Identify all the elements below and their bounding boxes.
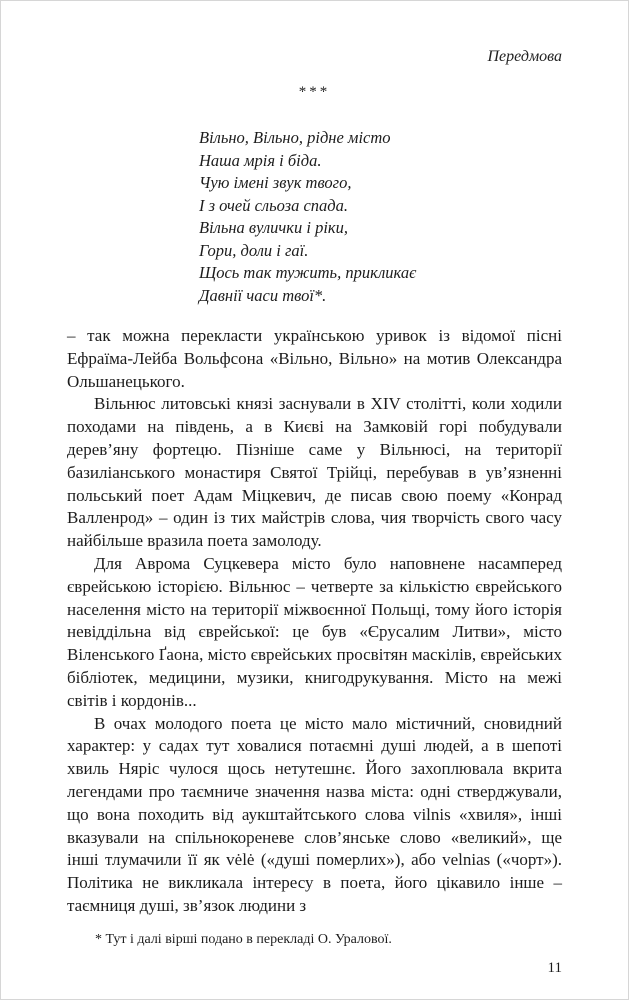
paragraph: В очах молодого поета це місто мало містичний, сновидний характер: у садах тут ховалися потаємні душі людей, а в шепоті хвиль Няріс чулося щось нетутешнє. Його захоплювала вкрита легендами про таємниче значення назва міста: одні стверджували, що вона походить від аукштайтського слова vilnis «хвиля», інші вказували на спільнокореневе слов’янське слово «великий», ще інші тлумачили її як vėlė («душі померлих»), або velnias («чорт»). Політика не викликала інтересу в поета, його цікавило інше – таємниця душі, зв’язок людини з xyxy=(67,713,562,915)
poem-line: Вільно, Вільно, рідне місто xyxy=(199,128,391,147)
paragraph: – так можна перекласти українською уривок із відомої пісні Ефраїма-Лейба Вольфсона «Вільно, Вільно» на мотив Олександра Ольшанецького. xyxy=(67,326,562,391)
body-text xyxy=(67,325,562,918)
poem-line: Наша мрія і біда. xyxy=(199,150,322,170)
paragraph: Для Аврома Суцкевера місто було наповнене насамперед єврейською історією. Вільнюс – четверте за кількістю єврейського населення місто на території міжвоєнної Польщі, тому його історія невіддільна від єврейської: це був «Єрусалим Литви», місто Віленського Ґаона, місто єврейських просвітян маскілів, єврейських бібліотек, медицини, музики, книгодрукування. Місто на межі світів і кордонів... xyxy=(67,553,562,710)
footnote: * Тут і далі вірші подано в перекладі О. Уралової. xyxy=(95,932,392,947)
poem-line: Щось так тужить, прикликає xyxy=(199,263,417,282)
poem-line: Давнії часи твої*. xyxy=(199,285,327,305)
running-header: Передмова xyxy=(487,48,562,65)
poem-line: Чую імені звук твого, xyxy=(199,173,352,192)
poem-line: Вільна вулички і ріки, xyxy=(199,218,349,237)
poem-block xyxy=(199,127,562,307)
poem-line: Гори, доли і гаї. xyxy=(199,240,309,260)
poem-line: І з очей сльоза спада. xyxy=(199,195,348,215)
paragraph: Вільнюс литовські князі заснували в XIV столітті, коли ходили походами на південь, а в Києві на Замковій горі побудували дерев’яну фортецю. Пізніше саме у Вільнюсі, на території базиліанського монастиря Святої Трійці, перебував в ув’язненні польський поет Адам Міцкевич, де писав свою поему «Конрад Валленрод» – один із тих майстрів слова, чия творчість свого часу найбільше вразила поета замолоду. xyxy=(67,394,562,551)
page-number: 11 xyxy=(547,960,562,976)
section-separator: *** xyxy=(298,84,331,100)
